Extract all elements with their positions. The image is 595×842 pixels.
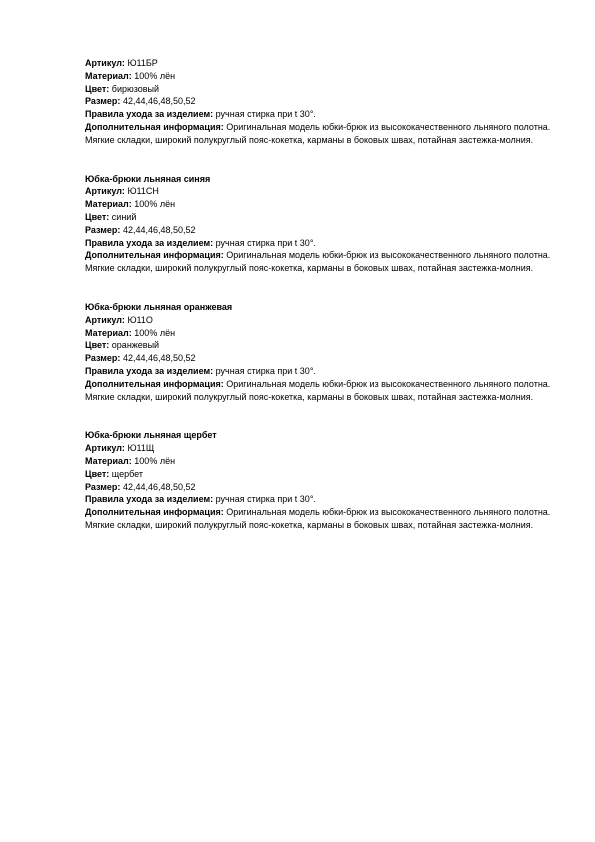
product-material xyxy=(85,327,555,340)
info-label: Дополнительная информация: xyxy=(85,378,224,389)
size-value: 42,44,46,48,50,52 xyxy=(122,353,196,364)
care-value: ручная стирка при t 30°. xyxy=(215,109,316,120)
size-label: Размер: xyxy=(85,96,121,107)
color-label: Цвет: xyxy=(85,211,110,222)
color-value: бирюзовый xyxy=(111,83,160,94)
product-article xyxy=(85,185,555,198)
product-care xyxy=(85,365,555,378)
article-value: Ю11СН xyxy=(127,186,159,197)
product-care xyxy=(85,237,555,250)
size-value: 42,44,46,48,50,52 xyxy=(122,96,196,107)
care-label: Правила ухода за изделием: xyxy=(85,365,214,376)
material-label: Материал: xyxy=(85,70,132,81)
product-block-turquoise xyxy=(85,57,555,147)
product-material xyxy=(85,70,555,83)
care-value: ручная стирка при t 30°. xyxy=(215,237,316,248)
care-value: ручная стирка при t 30°. xyxy=(215,365,316,376)
product-size xyxy=(85,95,555,108)
article-label: Артикул: xyxy=(85,186,125,197)
info-value: Оригинальная модель юбки-брюк из высококачественного льняного полотна. Мягкие складки, широкий полукруглый пояс-кокетка, карманы в боковых швах, потайная застежка-молния. xyxy=(85,378,551,402)
color-label: Цвет: xyxy=(85,340,110,351)
material-label: Материал: xyxy=(85,199,132,210)
document-page xyxy=(85,57,555,532)
product-care xyxy=(85,493,555,506)
product-material xyxy=(85,455,555,468)
material-label: Материал: xyxy=(85,455,132,466)
product-article xyxy=(85,314,555,327)
product-info xyxy=(85,378,555,404)
product-title: Юбка-брюки льняная оранжевая xyxy=(85,301,233,312)
product-info xyxy=(85,506,555,532)
product-care xyxy=(85,108,555,121)
product-size xyxy=(85,352,555,365)
article-label: Артикул: xyxy=(85,443,125,454)
care-label: Правила ухода за изделием: xyxy=(85,237,214,248)
product-info xyxy=(85,121,555,147)
color-value: синий xyxy=(111,211,137,222)
info-value: Оригинальная модель юбки-брюк из высококачественного льняного полотна. Мягкие складки, широкий полукруглый пояс-кокетка, карманы в боковых швах, потайная застежка-молния. xyxy=(85,121,551,145)
product-article xyxy=(85,442,555,455)
product-color xyxy=(85,83,555,96)
info-value: Оригинальная модель юбки-брюк из высококачественного льняного полотна. Мягкие складки, широкий полукруглый пояс-кокетка, карманы в боковых швах, потайная застежка-молния. xyxy=(85,250,551,274)
article-value: Ю11БР xyxy=(127,58,158,68)
product-title: Юбка-брюки льняная синяя xyxy=(85,173,211,184)
material-value: 100% лён xyxy=(134,199,176,210)
material-value: 100% лён xyxy=(134,327,176,338)
article-value: Ю11Щ xyxy=(127,443,155,454)
color-value: щербет xyxy=(111,468,143,479)
product-block-orange xyxy=(85,301,555,403)
product-color xyxy=(85,468,555,481)
product-size xyxy=(85,481,555,494)
product-size xyxy=(85,224,555,237)
product-article xyxy=(85,57,555,70)
product-color xyxy=(85,211,555,224)
article-label: Артикул: xyxy=(85,314,125,325)
product-block-sherbet xyxy=(85,429,555,531)
size-label: Размер: xyxy=(85,224,121,235)
product-color xyxy=(85,339,555,352)
care-value: ручная стирка при t 30°. xyxy=(215,494,316,505)
product-title: Юбка-брюки льняная щербет xyxy=(85,430,217,441)
size-label: Размер: xyxy=(85,481,121,492)
info-value: Оригинальная модель юбки-брюк из высококачественного льняного полотна. Мягкие складки, широкий полукруглый пояс-кокетка, карманы в боковых швах, потайная застежка-молния. xyxy=(85,507,551,530)
color-label: Цвет: xyxy=(85,83,110,94)
care-label: Правила ухода за изделием: xyxy=(85,494,214,505)
care-label: Правила ухода за изделием: xyxy=(85,109,214,120)
product-material xyxy=(85,198,555,211)
size-value: 42,44,46,48,50,52 xyxy=(122,481,196,492)
size-label: Размер: xyxy=(85,353,121,364)
info-label: Дополнительная информация: xyxy=(85,250,224,261)
product-info xyxy=(85,249,555,275)
info-label: Дополнительная информация: xyxy=(85,121,224,132)
material-value: 100% лён xyxy=(134,455,176,466)
article-value: Ю11О xyxy=(127,314,153,325)
material-value: 100% лён xyxy=(134,70,176,81)
size-value: 42,44,46,48,50,52 xyxy=(122,224,196,235)
color-value: оранжевый xyxy=(111,340,160,351)
material-label: Материал: xyxy=(85,327,132,338)
color-label: Цвет: xyxy=(85,468,110,479)
product-block-blue xyxy=(85,173,555,275)
article-label: Артикул: xyxy=(85,58,125,68)
info-label: Дополнительная информация: xyxy=(85,507,224,518)
